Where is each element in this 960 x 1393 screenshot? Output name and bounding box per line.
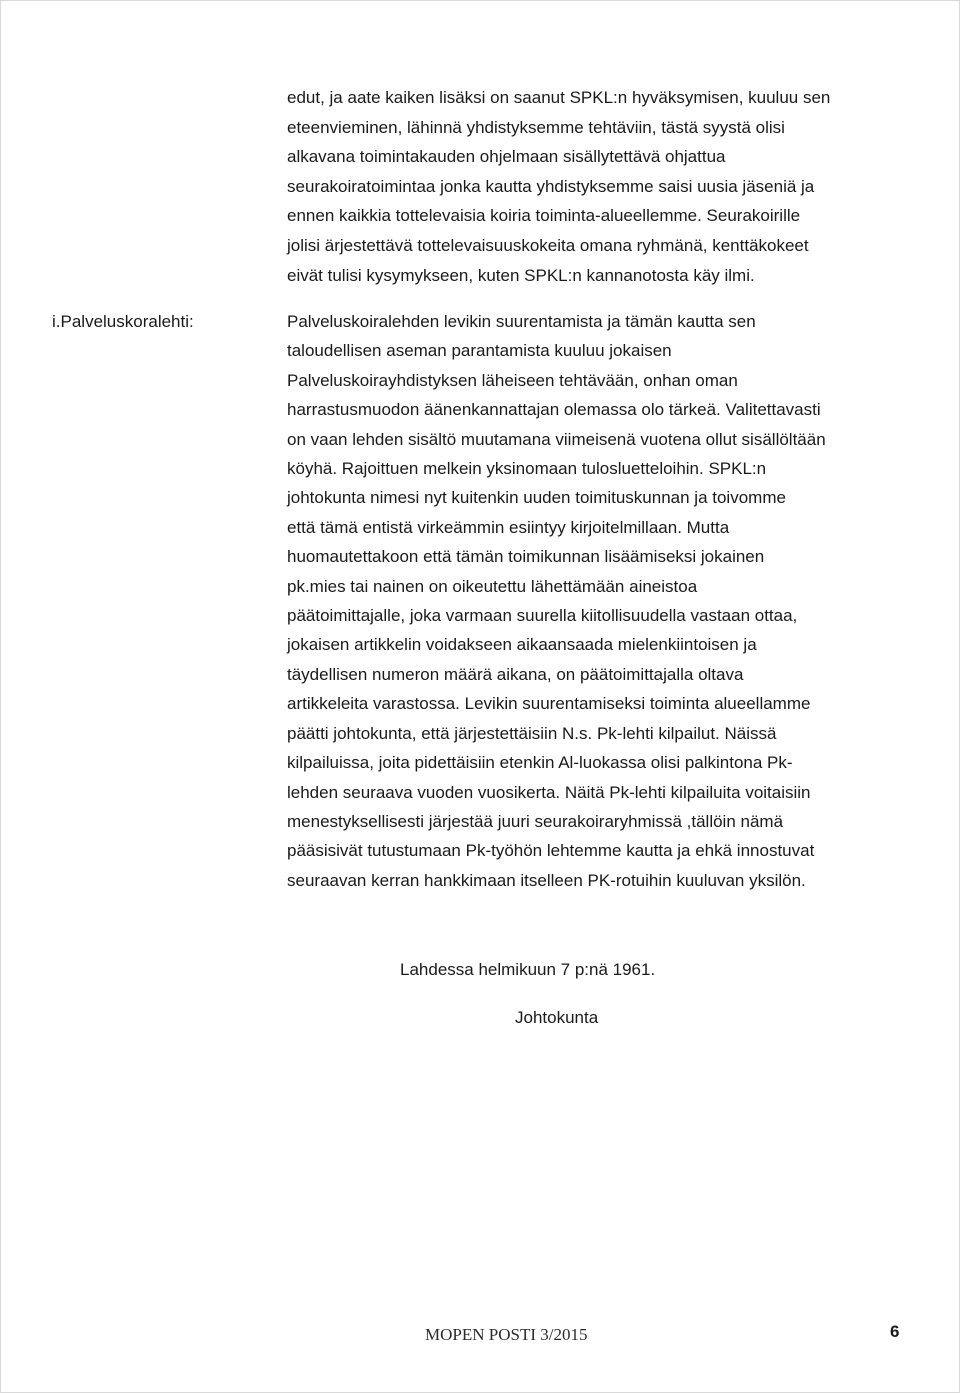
section-paragraph: Palveluskoiralehden levikin suurentamista ja tämän kautta sen taloudellisen aseman parantamista kuuluu jokaisen Palveluskoirayhdistyksen läheiseen tehtävään, onhan oman harrastusmuodon äänenkannattajan olemassa olo tärkeä. Valitettavasti on vaan lehden sisältö muutamana viimeisenä vuotena ollut sisällöltään köyhä. Rajoittuen melkein yksinomaan tulosluetteloihin. SPKL:n johtokunta nimesi nyt kuitenkin uuden toimituskunnan ja toivomme että tämä entistä virkeämmin esiintyy kirjoitelmillaan. Mutta huomautettakoon että tämän toimikunnan lisäämiseksi jokainen pk.mies tai nainen on oikeutettu lähettämään aineistoa päätoimittajalle, joka varmaan suurella kiitollisuudella vastaan ottaa, jokaisen artikkelin voidakseen aikaansaada mielenkiintoisen ja täydellisen numeron määrä aikana, on päätoimittajalla oltava artikkeleita varastossa. Levikin suurentamiseksi toiminta alueellamme päätti johtokunta, että järjestettäisiin N.s. Pk-lehti kilpailut. Näissä kilpailuissa, joita pidettäisiin etenkin Al-luokassa olisi palkintona Pk- lehden seuraava vuoden vuosikerta. Näitä Pk-lehti kilpailuita voitaisiin menestyksellisesti järjestää juuri seurakoiraryhmissä ,tällöin nämä pääsisivät tutustumaan Pk-työhön lehtemme kautta ja ehkä innostuvat seuraavan kerran hankkimaan itselleen PK-rotuihin kuuluvan yksilön. — [287, 312, 826, 890]
footer-publication: MOPEN POSTI 3/2015 — [425, 1325, 588, 1344]
section-label: i.Palveluskoralehti: — [52, 312, 194, 331]
footer-page-number: 6 — [890, 1322, 900, 1341]
closing-date-line: Lahdessa helmikuun 7 p:nä 1961. — [400, 960, 656, 979]
closing-signature: Johtokunta — [515, 1008, 599, 1027]
intro-paragraph: edut, ja aate kaiken lisäksi on saanut SPKL:n hyväksymisen, kuuluu sen eteenvieminen, lähinnä yhdistyksemme tehtäviin, tästä syystä olisi alkavana toimintakauden ohjelmaan sisällytettävä ohjattua seurakoiratoimintaa jonka kautta yhdistyksemme saisi uusia jäseniä ja ennen kaikkia tottelevaisia koiria toiminta-alueellemme. Seurakoirille jolisi ärjestettävä tottelevaisuuskokeita omana ryhmänä, kenttäkokeet eivät tulisi kysymykseen, kuten SPKL:n kannanotosta käy ilmi. — [287, 88, 831, 285]
